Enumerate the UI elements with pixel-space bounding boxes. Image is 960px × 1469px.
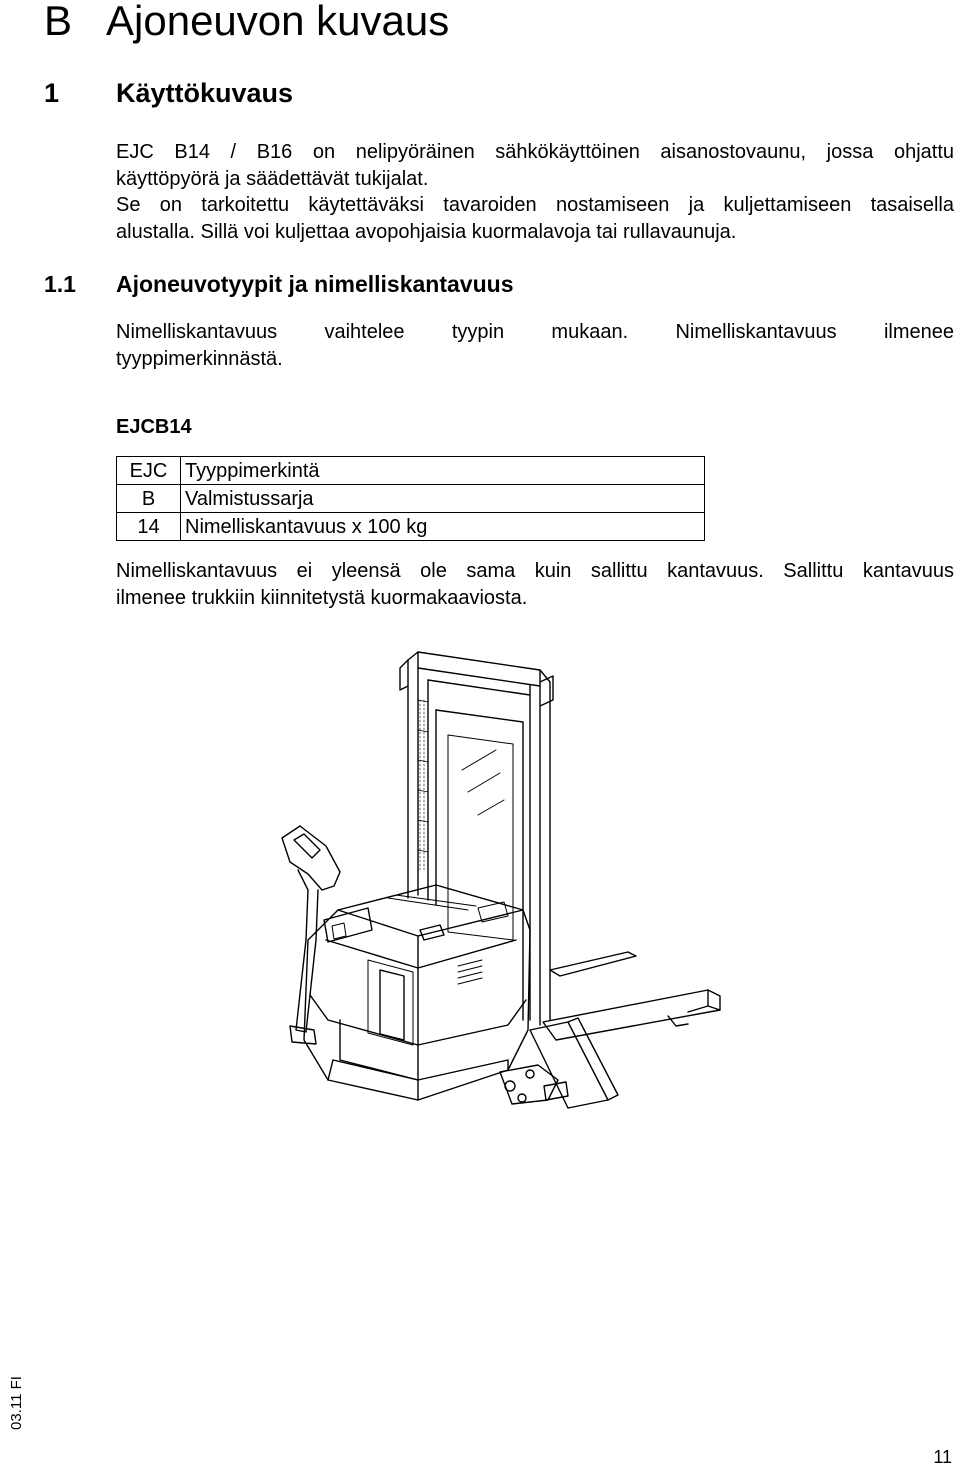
note-line: ilmenee trukkiin kiinnitetystä kuormakaaviosta.	[116, 586, 528, 609]
meaning-cell: Tyyppimerkintä	[181, 457, 705, 485]
section-1-1-title: Ajoneuvotyypit ja nimelliskantavuus	[116, 271, 514, 297]
section-1-heading	[44, 78, 293, 109]
table-row	[117, 513, 705, 541]
code-cell: B	[117, 485, 181, 513]
section-1-line: EJC B14 / B16 on nelipyöräinen sähkökäyttöinen aisanostovaunu, jossa ohjattu	[116, 141, 954, 163]
table-row	[117, 457, 705, 485]
model-code: EJCB14	[116, 416, 192, 438]
note-line: Nimelliskantavuus ei yleensä ole sama kuin sallittu kantavuus. Sallittu kantavuus	[116, 560, 954, 582]
meaning-cell: Nimelliskantavuus x 100 kg	[181, 513, 705, 541]
section-1-line: alustalla. Sillä voi kuljettaa avopohjaisia kuormalavoja tai rullavaunuja.	[116, 220, 737, 243]
section-1-1-body	[116, 319, 954, 372]
code-cell: EJC	[117, 457, 181, 485]
code-cell: 14	[117, 513, 181, 541]
meaning-cell: Valmistussarja	[181, 485, 705, 513]
section-1-1-line: Nimelliskantavuus vaihtelee tyypin mukaan. Nimelliskantavuus ilmenee	[116, 321, 954, 343]
mast	[400, 652, 553, 1025]
edition-text: 03.11 FI	[8, 1376, 25, 1430]
chapter-title: Ajoneuvon kuvaus	[106, 0, 450, 44]
section-1-1-heading	[44, 271, 514, 298]
chapter-heading	[44, 0, 449, 46]
section-1-line: käyttöpyörä ja säädettävät tukijalat.	[116, 167, 429, 190]
section-1-number: 1	[44, 78, 60, 108]
table-row	[117, 485, 705, 513]
forks	[530, 952, 720, 1108]
truck-body	[304, 885, 530, 1100]
wheel-base	[500, 1065, 568, 1104]
stacker-truck-illustration	[268, 640, 748, 1110]
section-1-title: Käyttökuvaus	[116, 78, 294, 108]
model-code-table	[116, 456, 705, 541]
section-1-1-number: 1.1	[44, 271, 76, 297]
tiller-handle	[282, 826, 340, 1044]
edition-marker	[2, 1330, 42, 1430]
capacity-note	[116, 558, 954, 611]
section-1-1-line: tyyppimerkinnästä.	[116, 347, 283, 370]
page-number: 11	[933, 1447, 952, 1467]
section-1-body	[116, 139, 954, 245]
chapter-letter: B	[44, 0, 73, 44]
section-1-line: Se on tarkoitettu käytettäväksi tavaroiden nostamiseen ja kuljettamiseen tasaisella	[116, 194, 954, 216]
